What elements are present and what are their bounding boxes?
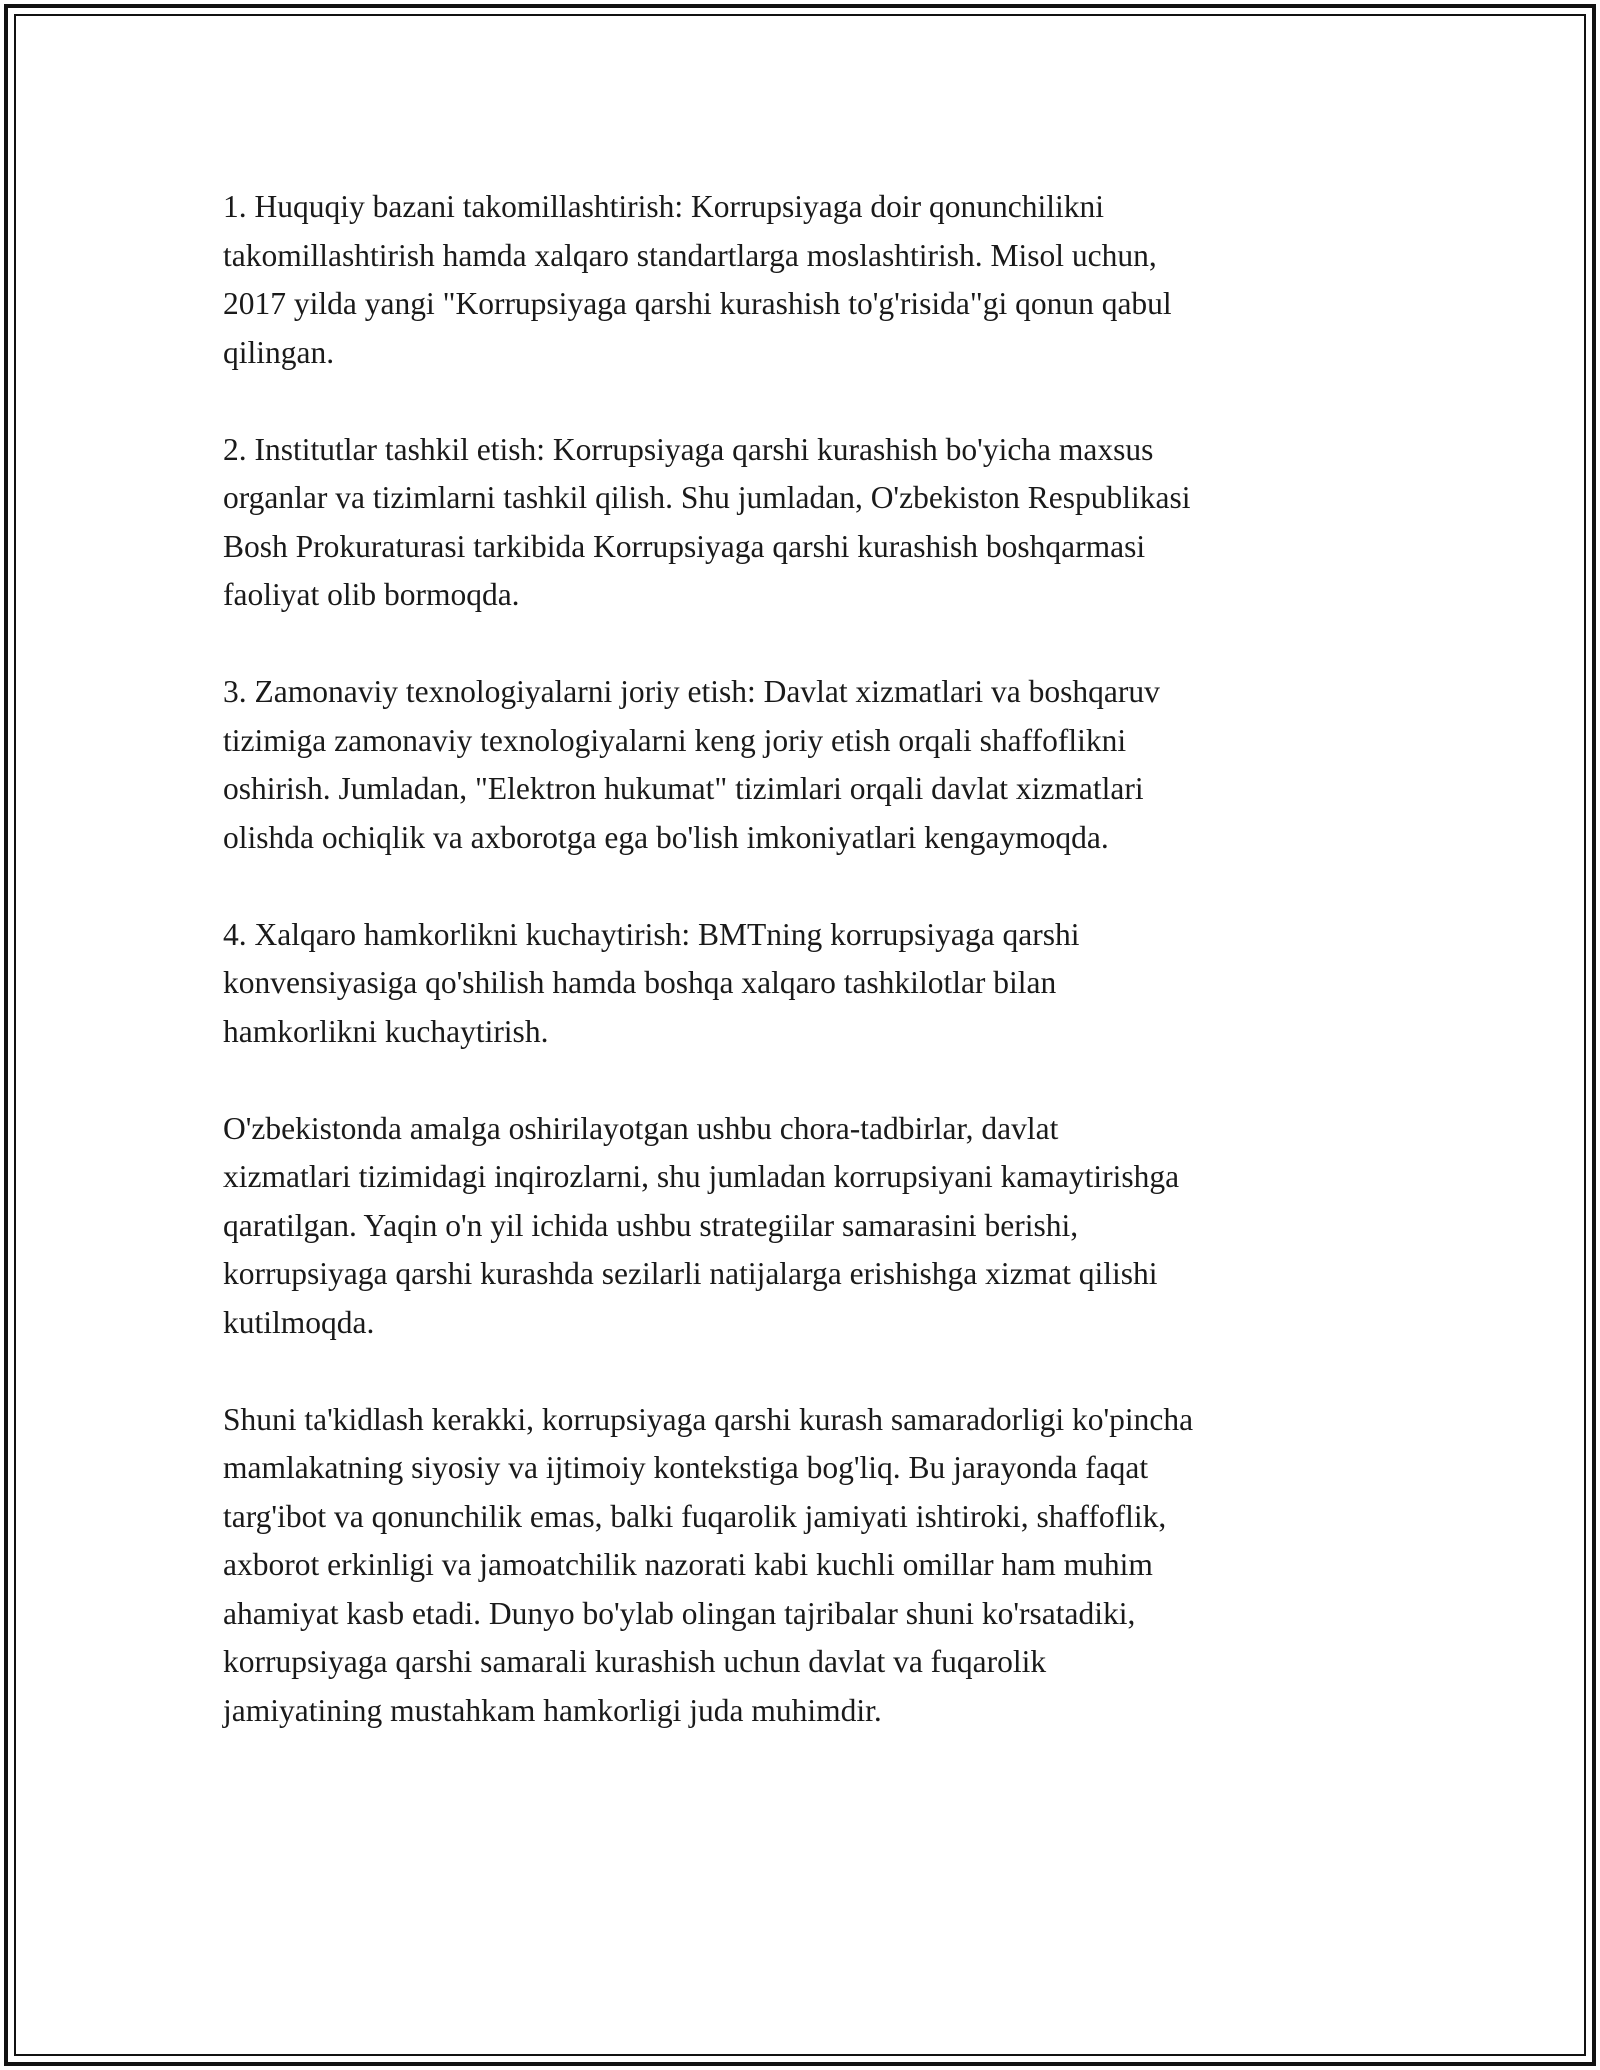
document-body xyxy=(223,183,1383,1784)
paragraph-international-cooperation: 4. Xalqaro hamkorlikni kuchaytirish: BMTning korrupsiyaga qarshi konvensiyasiga qo'shilish hamda boshqa xalqaro tashkilotlar bilan hamkorlikni kuchaytirish. xyxy=(223,916,1080,1049)
paragraph-technologies: 3. Zamonaviy texnologiyalarni joriy etish: Davlat xizmatlari va boshqaruv tizimiga zamonaviy texnologiyalarni keng joriy etish orqali shaffoflikni oshirish. Jumladan, "Elektron hukumat" tizimlari orqali davlat xizmatlari olishda ochiqlik va axborotga ega bo'lish imkoniyatlari kengaymoqda. xyxy=(223,674,1160,855)
paragraph-conclusion: Shuni ta'kidlash kerakki, korrupsiyaga qarshi kurash samaradorligi ko'pincha mamlakatning siyosiy va ijtimoiy kontekstiga bog'liq. Bu jarayonda faqat targ'ibot va qonunchilik emas, balki fuqarolik jamiyati ishtiroki, shaffoflik, axborot erkinligi va jamoatchilik nazorati kabi kuchli omillar ham muhim ahamiyat kasb etadi. Dunyo bo'ylab olingan tajribalar shuni ko'rsatadiki, korrupsiyaga qarshi samarali kurashish uchun davlat va fuqarolik jamiyatining mustahkam hamkorligi juda muhimdir. xyxy=(223,1401,1194,1728)
paragraph-legal-base: 1. Huquqiy bazani takomillashtirish: Korrupsiyaga doir qonunchilikni takomillashtirish hamda xalqaro standartlarga moslashtirish. Misol uchun, 2017 yilda yangi "Korrupsiyaga qarshi kurashish to'g'risida"gi qonun qabul qilingan. xyxy=(223,189,1172,370)
paragraph-measures-summary: O'zbekistonda amalga oshirilayotgan ushbu chora-tadbirlar, davlat xizmatlari tizimidagi inqirozlarni, shu jumladan korrupsiyani kamaytirishga qaratilgan. Yaqin o'n yil ichida ushbu strategiilar samarasini berishi, korrupsiyaga qarshi kurashda sezilarli natijalarga erishishga xizmat qilishi kutilmoqda. xyxy=(223,1110,1180,1340)
paragraph-institutions: 2. Institutlar tashkil etish: Korrupsiyaga qarshi kurashish bo'yicha maxsus organlar va tizimlarni tashkil qilish. Shu jumladan, O'zbekiston Respublikasi Bosh Prokuraturasi tarkibida Korrupsiyaga qarshi kurashish boshqarmasi faoliyat olib bormoqda. xyxy=(223,431,1191,612)
